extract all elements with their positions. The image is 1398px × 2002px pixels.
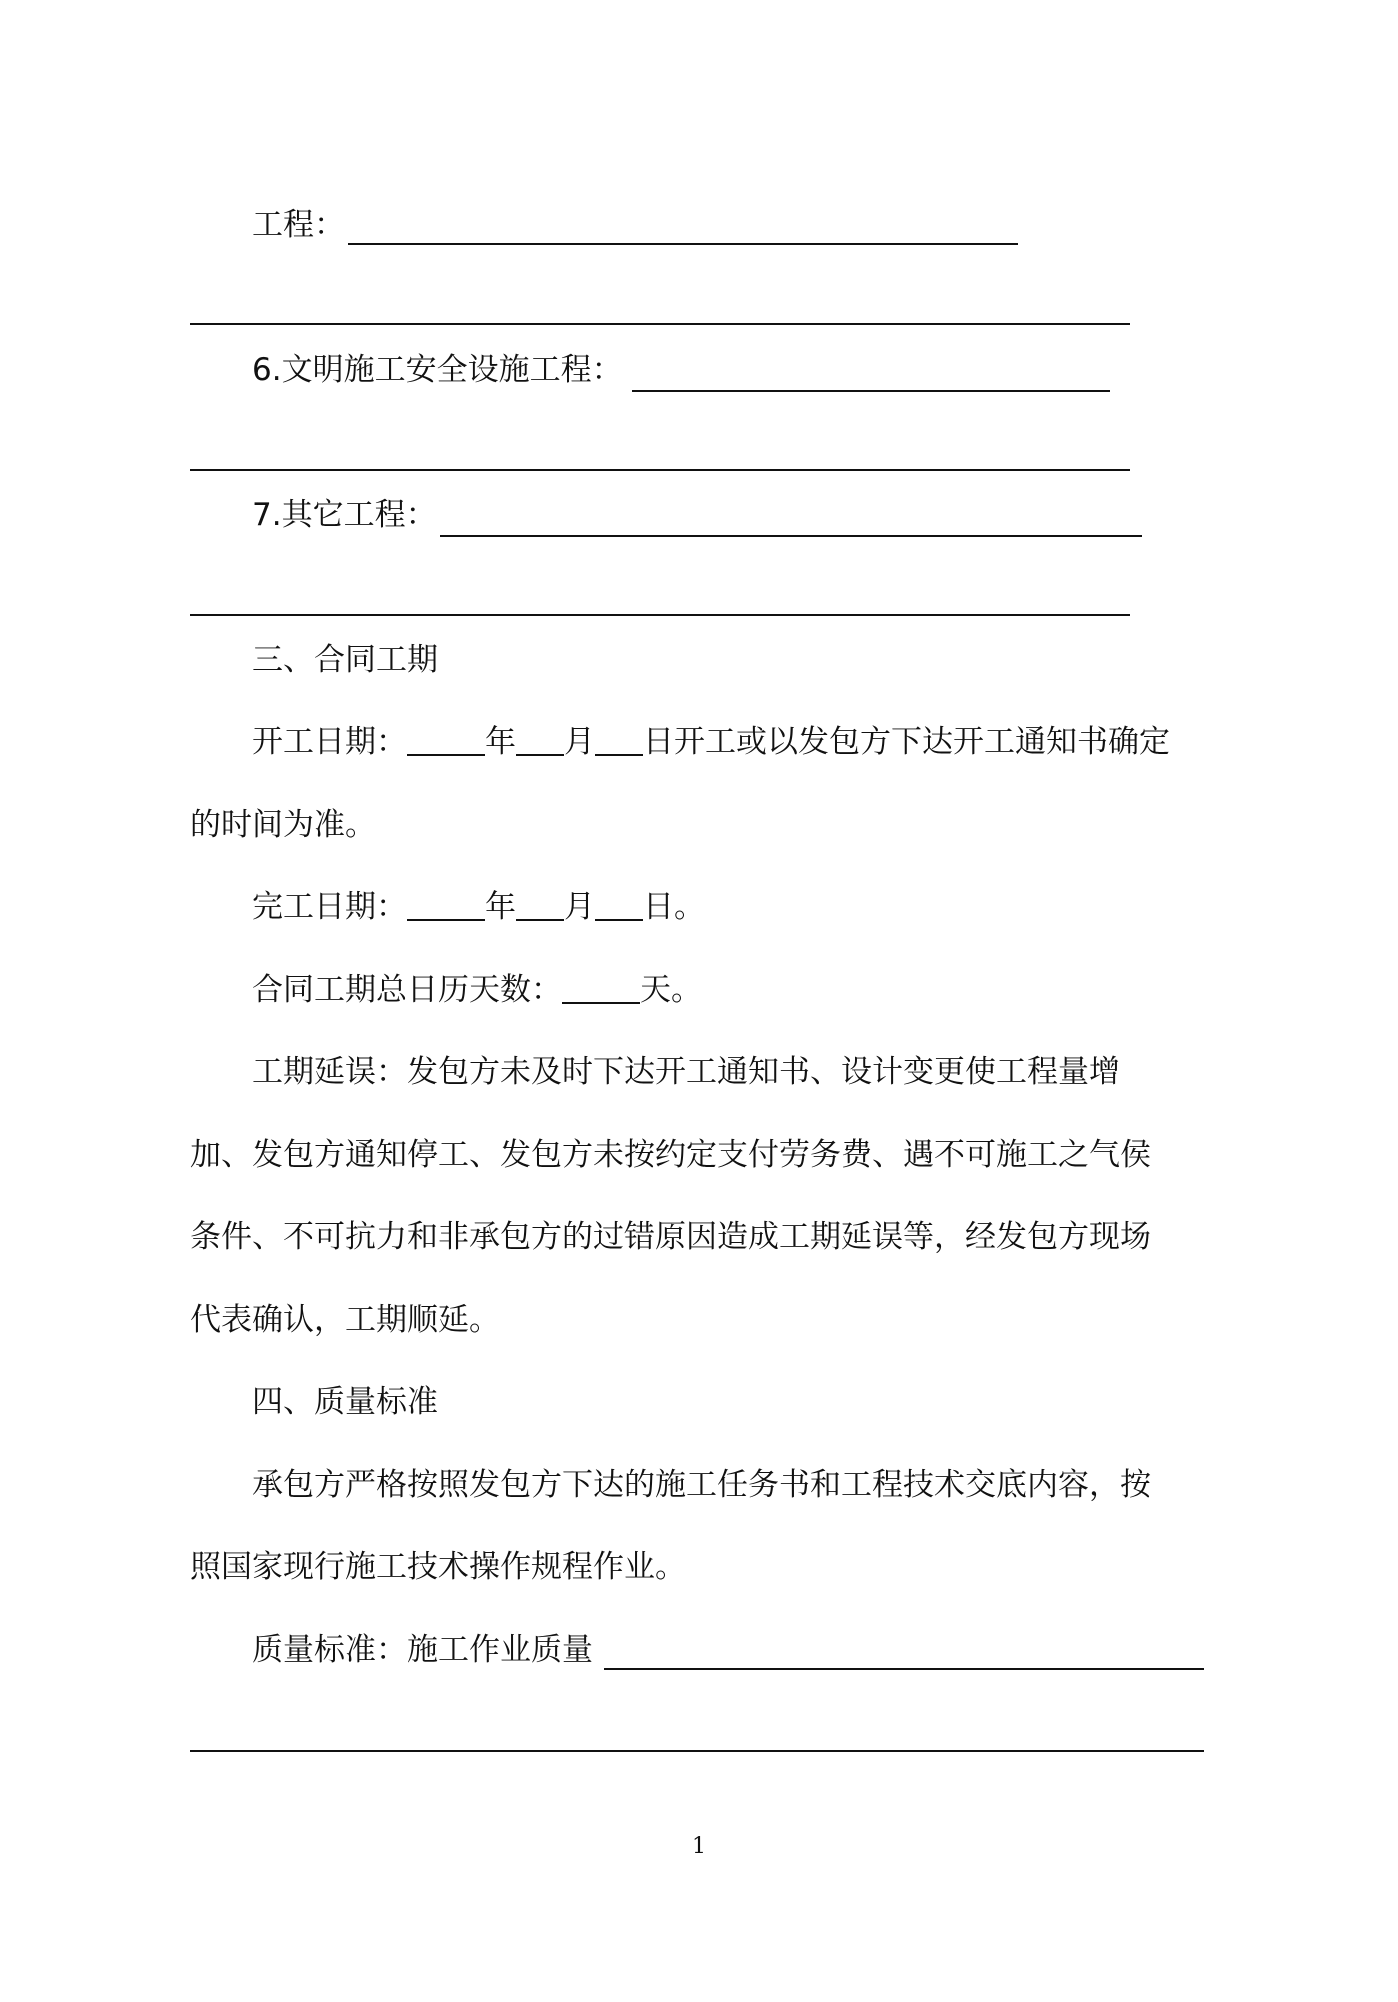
start-date-line [252,722,1170,762]
day-blank [595,724,643,756]
quality-para-line: 承包方严格按照发包方下达的施工任务书和工程技术交底内容，按 [252,1467,1151,1503]
month-text: 月 [564,889,595,925]
end-date-line [252,887,705,927]
total-days-tail: 天。 [640,972,702,1008]
item-safety-facilities-label: 6.文明施工安全设施工程： [252,352,623,388]
end-date-label: 完工日期： [252,889,407,925]
item-engineering [252,205,345,245]
item-safety-facilities [252,350,623,390]
quality-standard-label: 质量标准：施工作业质量 [252,1632,593,1668]
month-blank [516,724,564,756]
fill-blank-line [190,469,1130,471]
section-heading: 四、质量标准 [252,1384,438,1420]
fill-blank-line [604,1668,1204,1670]
item-other-works [252,495,437,535]
start-date-line-2: 的时间为准。 [190,807,376,843]
end-date-tail: 日。 [643,889,705,925]
fill-blank-line [632,390,1110,392]
quality-standard-line [252,1630,593,1670]
month-blank [516,889,564,921]
delay-line: 代表确认，工期顺延。 [190,1302,500,1338]
day-blank [595,889,643,921]
delay-line: 工期延误：发包方未及时下达开工通知书、设计变更使工程量增 [252,1054,1120,1090]
total-days-label: 合同工期总日历天数： [252,972,562,1008]
year-blank [407,724,485,756]
delay-line: 加、发包方通知停工、发包方未按约定支付劳务费、遇不可施工之气侯 [190,1137,1151,1173]
section-heading: 三、合同工期 [252,642,438,678]
fill-blank-line [190,323,1130,325]
days-blank [562,972,640,1004]
total-days-line [252,970,702,1010]
month-text: 月 [564,724,595,760]
fill-blank-line [190,1750,1204,1752]
year-text: 年 [485,889,516,925]
year-blank [407,889,485,921]
quality-para-line: 照国家现行施工技术操作规程作业。 [190,1549,686,1585]
start-date-tail: 日开工或以发包方下达开工通知书确定 [643,724,1170,760]
item-other-works-label: 7.其它工程： [252,497,437,533]
fill-blank-line [440,535,1142,537]
year-text: 年 [485,724,516,760]
fill-blank-line [348,243,1018,245]
item-engineering-label: 工程： [252,207,345,243]
fill-blank-line [190,614,1130,616]
delay-line: 条件、不可抗力和非承包方的过错原因造成工期延误等，经发包方现场 [190,1219,1151,1255]
page-number: 1 [692,1834,706,1859]
start-date-label: 开工日期： [252,724,407,760]
